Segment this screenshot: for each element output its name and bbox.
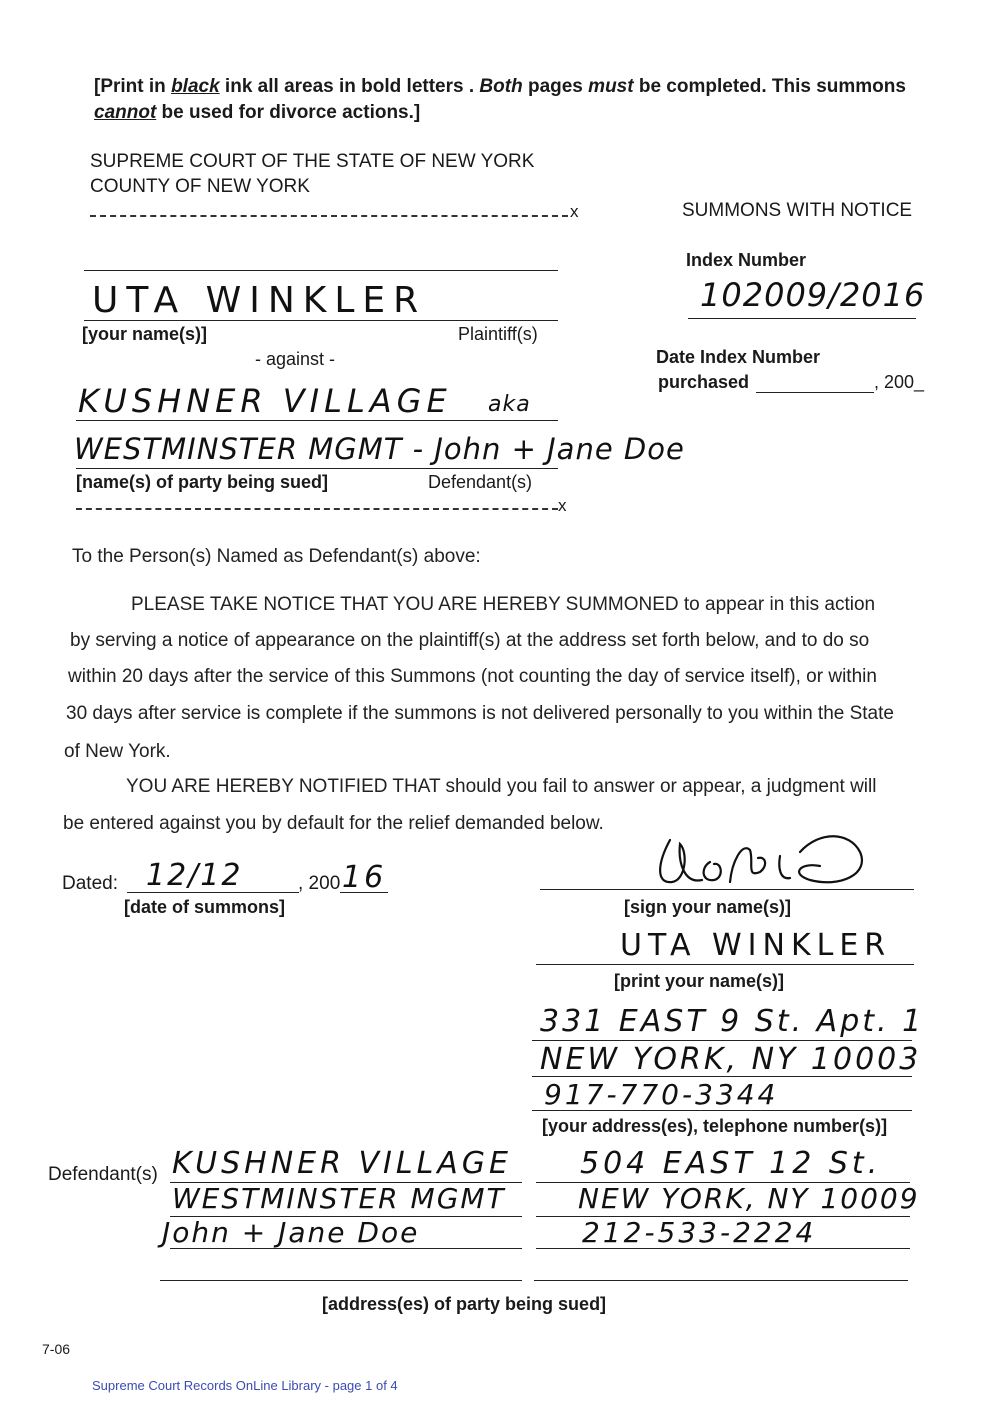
court-name: SUPREME COURT OF THE STATE OF NEW YORK [90, 151, 535, 172]
instruction-line-2: cannot be used for divorce actions.] [94, 102, 421, 123]
purchased-label: purchased [658, 372, 750, 392]
plaintiff-signature [650, 822, 900, 892]
caption-x-mark-bottom: x [558, 496, 567, 515]
notice-para2-line1: YOU ARE HEREBY NOTIFIED THAT should you fail to answer or appear, a judgment will [126, 776, 877, 797]
caption-blank-line [84, 270, 558, 271]
defendant-block-addr-1: 504 EAST 12 St. [580, 1146, 882, 1181]
defendant-block-addr-2: NEW YORK, NY 10009 [578, 1182, 920, 1215]
address-line-3 [532, 1110, 912, 1111]
notice-para1-line4: 30 days after service is complete if the summons is not delivered personally to you within the State [66, 703, 894, 724]
caption-x-mark-top: x [570, 202, 579, 221]
defendant-name-line-1 [76, 420, 558, 421]
index-number-label: Index Number [686, 250, 807, 270]
against-text: - against - [255, 349, 336, 369]
signature-line [540, 889, 914, 890]
purchased-date-line [756, 392, 874, 393]
defendant-addr-row-line-3 [536, 1248, 910, 1249]
defendant-name-label: [name(s) of party being sued] [76, 472, 329, 492]
defendant-block-name-2: WESTMINSTER MGMT [172, 1182, 506, 1215]
index-number-line [688, 318, 916, 319]
printed-name-value: UTA WINKLER [620, 928, 892, 963]
plaintiff-name-handwritten: UTA WINKLER [92, 280, 427, 321]
defendant-name-line-2 [76, 468, 558, 469]
notice-para1-line3: within 20 days after the service of this Summons (not counting the day of service itself), or within [68, 666, 877, 687]
address-line-1 [532, 1040, 912, 1041]
caption-top-dashed-rule [90, 215, 568, 217]
dated-line [127, 892, 299, 893]
sign-caption: [sign your name(s)] [624, 897, 792, 917]
defendant-name-handwritten-2: WESTMINSTER MGMT - John + Jane Doe [74, 432, 685, 466]
dated-value: 12/12 [146, 858, 243, 893]
plaintiff-role: Plaintiff(s) [458, 324, 538, 344]
defendant-role: Defendant(s) [428, 472, 533, 492]
index-number-value: 102009/2016 [700, 276, 926, 314]
form-code: 7-06 [42, 1341, 71, 1357]
defendant-block-caption: [address(es) of party being sued] [322, 1294, 607, 1314]
library-footer: Supreme Court Records OnLine Library - page 1 of 4 [92, 1378, 398, 1393]
defendant-aka-handwritten: aka [488, 392, 531, 417]
instruction-line-1: [Print in black ink all areas in bold letters . Both pages must be completed. This summons [94, 76, 906, 97]
notice-para1-line5: of New York. [64, 741, 171, 762]
defendant-block-label: Defendant(s) [48, 1164, 158, 1185]
plaintiff-phone: 917-770-3344 [544, 1078, 779, 1111]
dated-year-value: 16 [342, 860, 387, 895]
salutation: To the Person(s) Named as Defendant(s) above: [72, 546, 481, 567]
notice-para1-line1: PLEASE TAKE NOTICE THAT YOU ARE HEREBY SUMMONED to appear in this action [131, 594, 876, 615]
defendant-name-handwritten-1: KUSHNER VILLAGE [78, 382, 452, 420]
caption-bottom-dashed-rule [76, 508, 558, 510]
signature-stroke [660, 836, 862, 882]
printed-name-line [536, 964, 914, 965]
notice-para2-line2: be entered against you by default for the relief demanded below. [63, 813, 604, 834]
plaintiff-name-label: [your name(s)] [82, 324, 208, 344]
dated-year-prefix: , 200 [298, 873, 341, 894]
defendant-addr-row-line-4 [534, 1280, 908, 1281]
print-caption: [print your name(s)] [614, 971, 785, 991]
purchased-year-suffix: , 200_ [874, 372, 925, 392]
plaintiff-address-line1: 331 EAST 9 St. Apt. 1 [540, 1004, 925, 1039]
dated-label: Dated: [62, 873, 118, 894]
notice-para1-line2: by serving a notice of appearance on the plaintiff(s) at the address set forth below, and to do so [70, 630, 870, 651]
date-index-label: Date Index Number [656, 347, 821, 367]
address-line-2 [532, 1076, 912, 1077]
county-name: COUNTY OF NEW YORK [90, 176, 310, 197]
document-type: SUMMONS WITH NOTICE [682, 200, 913, 221]
plaintiff-name-line [84, 320, 558, 321]
address-caption: [your address(es), telephone number(s)] [542, 1116, 888, 1136]
plaintiff-address-line2: NEW YORK, NY 10003 [540, 1042, 922, 1077]
date-caption: [date of summons] [124, 897, 286, 917]
defendant-block-name-1: KUSHNER VILLAGE [172, 1146, 513, 1181]
dated-year-line [340, 892, 388, 893]
defendant-name-row-line-3 [170, 1248, 522, 1249]
defendant-name-row-line-4 [160, 1280, 522, 1281]
defendant-block-name-3: John + Jane Doe [162, 1216, 420, 1249]
defendant-block-phone: 212-533-2224 [582, 1216, 817, 1249]
